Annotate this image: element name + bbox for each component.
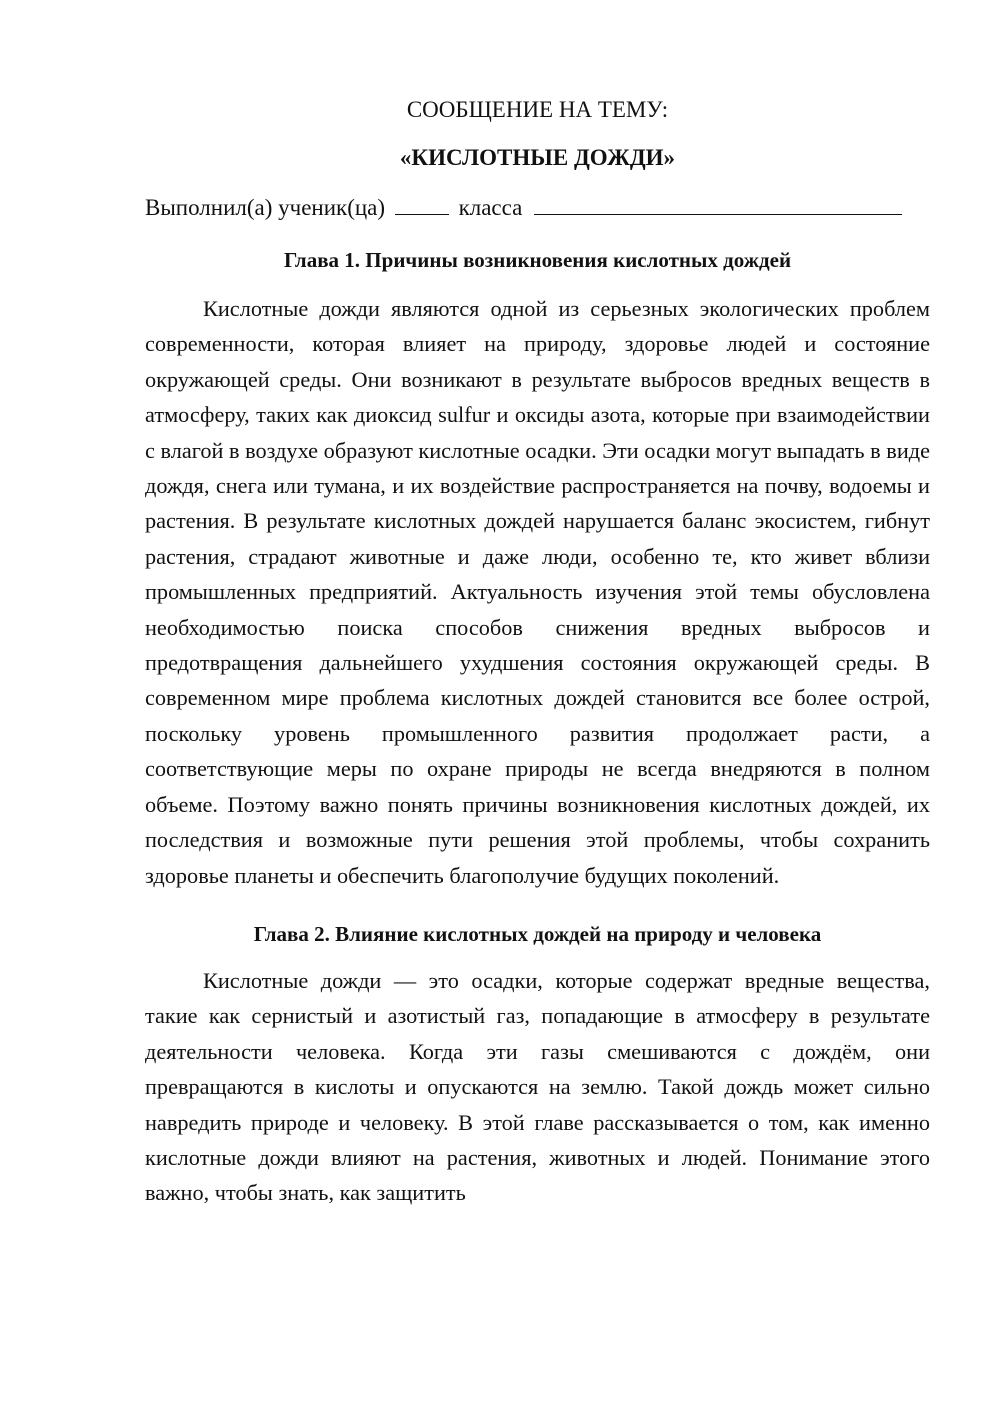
document-page: [145, 95, 930, 1211]
document-subtitle: «КИСЛОТНЫЕ ДОЖДИ»: [399, 145, 676, 170]
chapter-1-heading: Глава 1. Причины возникновения кислотных дождей: [283, 248, 792, 272]
author-line: [145, 193, 930, 223]
class-number-blank: [395, 194, 449, 215]
document-title: СООБЩЕНИЕ НА ТЕМУ:: [406, 97, 669, 122]
author-prefix: Выполнил(а) ученик(ца): [145, 195, 386, 220]
chapter-2-paragraph: Кислотные дожди — это осадки, которые содержат вредные вещества, такие как сернистый и азотистый газ, попадающие в атмосферу в результате деятельности человека. Когда эти газы смешиваются с дождём, они превращаются в кислоты и опускаются на землю. Такой дождь может сильно навредить природе и человеку. В этой главе рассказывается о том, как именно кислотные дожди влияют на растения, животных и людей. Понимание этого важно, чтобы знать, как защитить: [145, 967, 930, 1206]
author-middle: класса: [458, 195, 523, 220]
class-letter-blank: [534, 194, 902, 215]
chapter-2-heading: Глава 2. Влияние кислотных дождей на природу и человека: [253, 921, 822, 946]
chapter-1-paragraph: Кислотные дожди являются одной из серьезных экологических проблем современности, которая влияет на природу, здоровье людей и состояние окружающей среды. Они возникают в результате выбросов вредных веществ в атмосферу, таких как диоксид sulfur и оксиды азота, которые при взаимодействии с влагой в воздухе образуют кислотные осадки. Эти осадки могут выпадать в виде дождя, снега или тумана, и их воздействие распространяется на почву, водоемы и растения. В результате кислотных дождей нарушается баланс экосистем, гибнут растения, страдают животные и даже люди, особенно те, кто живет вблизи промышленных предприятий. Актуальность изучения этой темы обусловлена необходимостью поиска способов снижения вредных выбросов и предотвращения дальнейшего ухудшения состояния окружающей среды. В современном мире проблема кислотных дождей становится все более острой, поскольку уровень промышленного развития продолжает расти, а соответствующие меры по охране природы не всегда внедряются в полном объеме. Поэтому важно понять причины возникновения кислотных дождей, их последствия и возможные пути решения этой проблемы, чтобы сохранить здоровье планеты и обеспечить благополучие будущих поколений.: [145, 296, 930, 888]
